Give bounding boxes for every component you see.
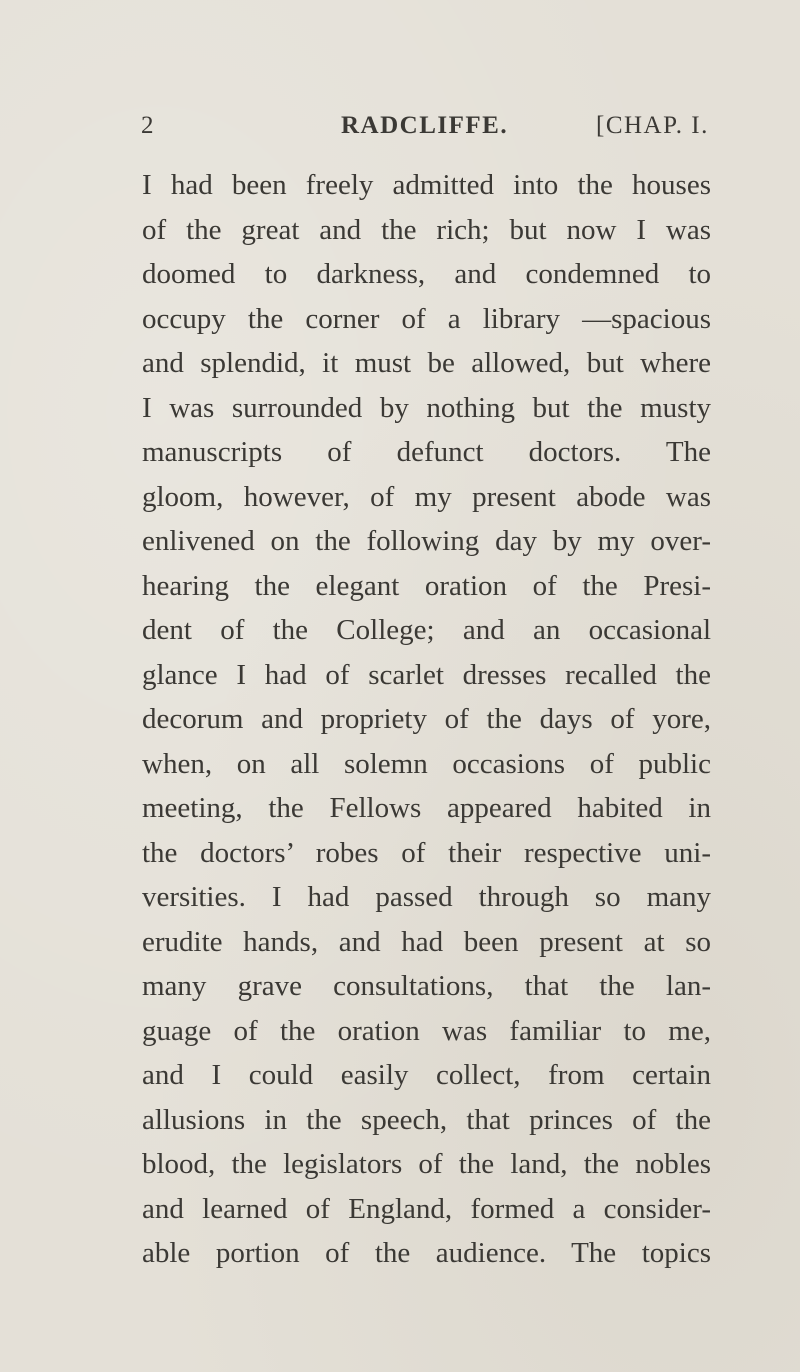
chapter-mark: [CHAP. I. xyxy=(596,112,709,139)
text-line: hearing the elegant oration of the Presi- xyxy=(142,569,711,602)
text-line: able portion of the audience. The topics xyxy=(142,1237,711,1269)
text-line: I was surrounded by nothing but the musty xyxy=(142,391,711,424)
text-line: and splendid, it must be allowed, but where xyxy=(142,347,711,379)
text-line: of the great and the rich; but now I was xyxy=(142,213,711,246)
text-line: manuscripts of defunct doctors. The xyxy=(142,436,711,468)
text-line: allusions in the speech, that princes of the xyxy=(142,1103,711,1136)
text-line: and I could easily collect, from certain xyxy=(142,1059,711,1091)
text-line: occupy the corner of a library —spacious xyxy=(142,302,711,335)
text-line: and learned of England, formed a consider- xyxy=(142,1192,711,1225)
page-header xyxy=(0,112,800,148)
text-line: gloom, however, of my present abode was xyxy=(142,480,711,513)
text-line: meeting, the Fellows appeared habited in xyxy=(142,792,711,824)
text-line: many grave consultations, that the lan- xyxy=(142,970,711,1002)
text-line: decorum and propriety of the days of yore, xyxy=(142,703,711,735)
text-line: when, on all solemn occasions of public xyxy=(142,747,711,780)
text-line: I had been freely admitted into the houses xyxy=(142,169,711,201)
text-line: erudite hands, and had been present at so xyxy=(142,925,711,958)
text-line: enlivened on the following day by my over- xyxy=(142,525,711,557)
text-line: glance I had of scarlet dresses recalled the xyxy=(142,658,711,691)
running-title: RADCLIFFE. xyxy=(341,112,509,139)
text-line: guage of the oration was familiar to me, xyxy=(142,1014,711,1047)
page-number: 2 xyxy=(141,112,155,139)
text-line: blood, the legislators of the land, the nobles xyxy=(142,1148,711,1180)
body-text xyxy=(142,163,711,1276)
text-line: doomed to darkness, and condemned to xyxy=(142,258,711,290)
text-line: versities. I had passed through so many xyxy=(142,881,711,913)
text-line: dent of the College; and an occasional xyxy=(142,614,711,646)
text-line: the doctors’ robes of their respective uni- xyxy=(142,836,711,869)
